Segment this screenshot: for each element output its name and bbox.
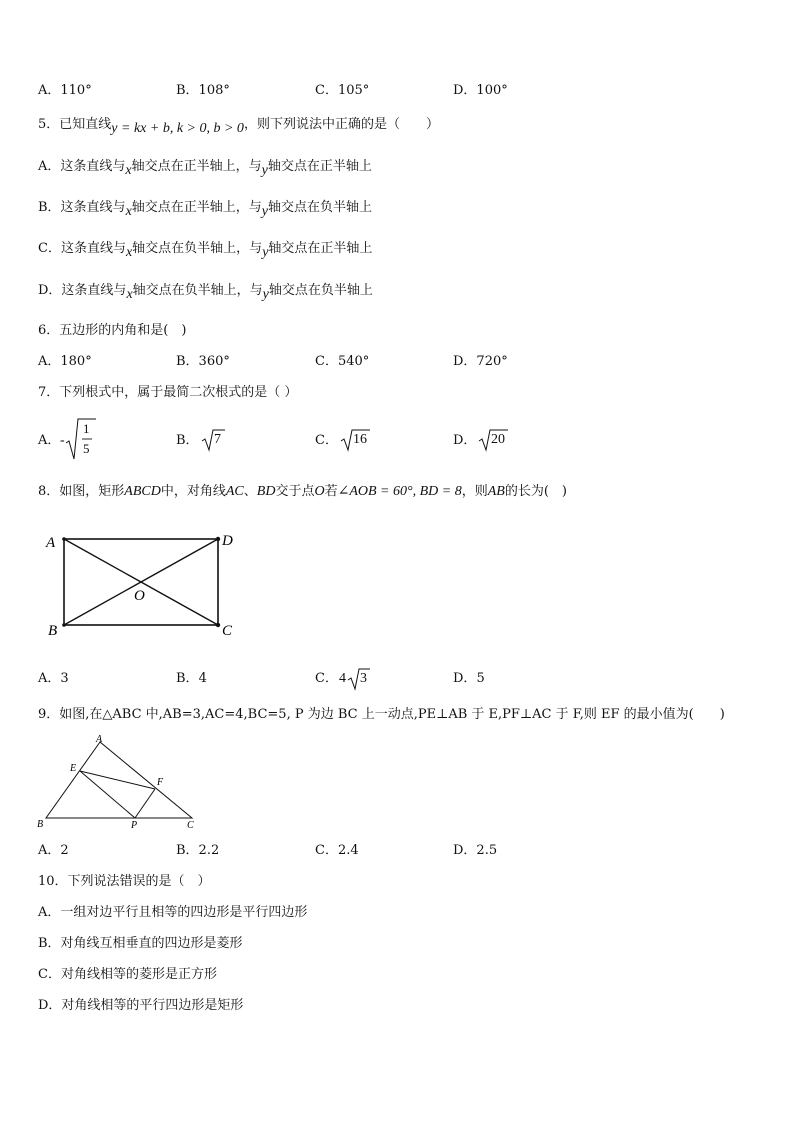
label-a: A [46, 535, 56, 551]
q6-option-d: D．720° [453, 354, 508, 369]
q5-option-b: B．这条直线与x轴交点在正半轴上，与y轴交点在负半轴上 [38, 200, 373, 219]
label-f: F [157, 777, 164, 788]
vertex-c-dot [216, 623, 220, 627]
q7-option-c: C． [315, 433, 338, 448]
q8-option-a: A．3 [38, 671, 69, 686]
label-c: C [187, 820, 194, 831]
q9-stem: 9．如图,在△ABC 中,AB=3,AC=4,BC=5, P 为边 BC 上一动点,PE⊥AB 于 E,PF⊥AC 于 F,则 EF 的最小值为( ) [38, 707, 725, 722]
q9-option-c: C．2.4 [315, 843, 359, 858]
q10-option-a: A．一组对边平行且相等的四边形是平行四边形 [38, 905, 308, 920]
q4-option-b: B．108° [176, 83, 230, 98]
label-b: B [37, 819, 44, 830]
q7-stem: 7．下列根式中，属于最简二次根式的是（ ） [38, 385, 298, 400]
q8-option-c-expression: 4 3 [339, 667, 373, 691]
q7-option-a-expression [60, 416, 100, 462]
q6-option-a: A．180° [38, 354, 92, 369]
label-p: P [131, 820, 138, 831]
radical-sign-icon [60, 416, 100, 462]
q8-option-b: B．4 [176, 671, 207, 686]
q8-stem: 8．如图，矩形ABCD中，对角线AC、BD交于点O若∠AOB = 60°, BD = 8，则AB的长为( ) [38, 484, 567, 499]
label-c: C [222, 623, 233, 639]
q8-condition: ∠AOB = 60°, BD = 8 [337, 484, 462, 499]
label-e: E [70, 763, 77, 774]
q8-option-d: D．5 [453, 671, 485, 686]
q7-option-a-denominator: 5 [83, 441, 90, 456]
q6-stem: 6．五边形的内角和是( ) [38, 323, 187, 338]
q6-option-b: B．360° [176, 354, 230, 369]
q6-option-c: C．540° [315, 354, 370, 369]
q10-option-b: B．对角线互相垂直的四边形是菱形 [38, 936, 243, 951]
q10-option-c: C．对角线相等的菱形是正方形 [38, 967, 217, 982]
vertex-b-dot [62, 623, 66, 627]
q7-option-d-radical: 20 [478, 428, 510, 452]
label-b: B [48, 623, 58, 639]
q4-option-a: A．110° [38, 83, 92, 98]
q9-option-a: A．2 [38, 843, 69, 858]
vertex-d-dot [216, 537, 220, 541]
label-d: D [222, 533, 233, 549]
q4-option-d: D．100° [453, 83, 508, 98]
q7-option-b: B． [176, 433, 199, 448]
segment-pf [135, 789, 155, 818]
q5-formula: y = kx + b, k > 0, b > 0 [111, 121, 244, 136]
q7-option-a-sign: - [60, 433, 65, 448]
q7-option-c-radical: 16 [340, 428, 372, 452]
q7-option-a-numerator: 1 [83, 421, 90, 436]
q7-option-b-radical: 7 [201, 428, 227, 452]
q9-option-b: B．2.2 [176, 843, 220, 858]
q10-option-d: D．对角线相等的平行四边形是矩形 [38, 998, 244, 1013]
q5-stem: 5．已知直线y = kx + b, k > 0, b > 0，则下列说法中正确的是（ ） [38, 117, 439, 136]
q7-option-a: A． [38, 433, 61, 448]
q5-option-d: D．这条直线与x轴交点在负半轴上，与y轴交点在负半轴上 [38, 283, 373, 302]
vertex-a-dot [62, 537, 66, 541]
label-o: O [134, 588, 145, 604]
label-a: A [96, 734, 103, 745]
q7-option-d: D． [453, 433, 477, 448]
q10-stem: 10．下列说法错误的是（ ） [38, 874, 211, 889]
q8-rectangle-figure [40, 528, 240, 644]
q5-option-a: A．这条直线与x轴交点在正半轴上，与y轴交点在正半轴上 [38, 159, 372, 178]
q4-option-c: C．105° [315, 83, 370, 98]
q8-option-c: C． [315, 671, 338, 686]
q5-option-c: C．这条直线与x轴交点在负半轴上，与y轴交点在正半轴上 [38, 241, 373, 260]
q9-option-d: D．2.5 [453, 843, 498, 858]
q9-triangle-figure [34, 734, 204, 834]
